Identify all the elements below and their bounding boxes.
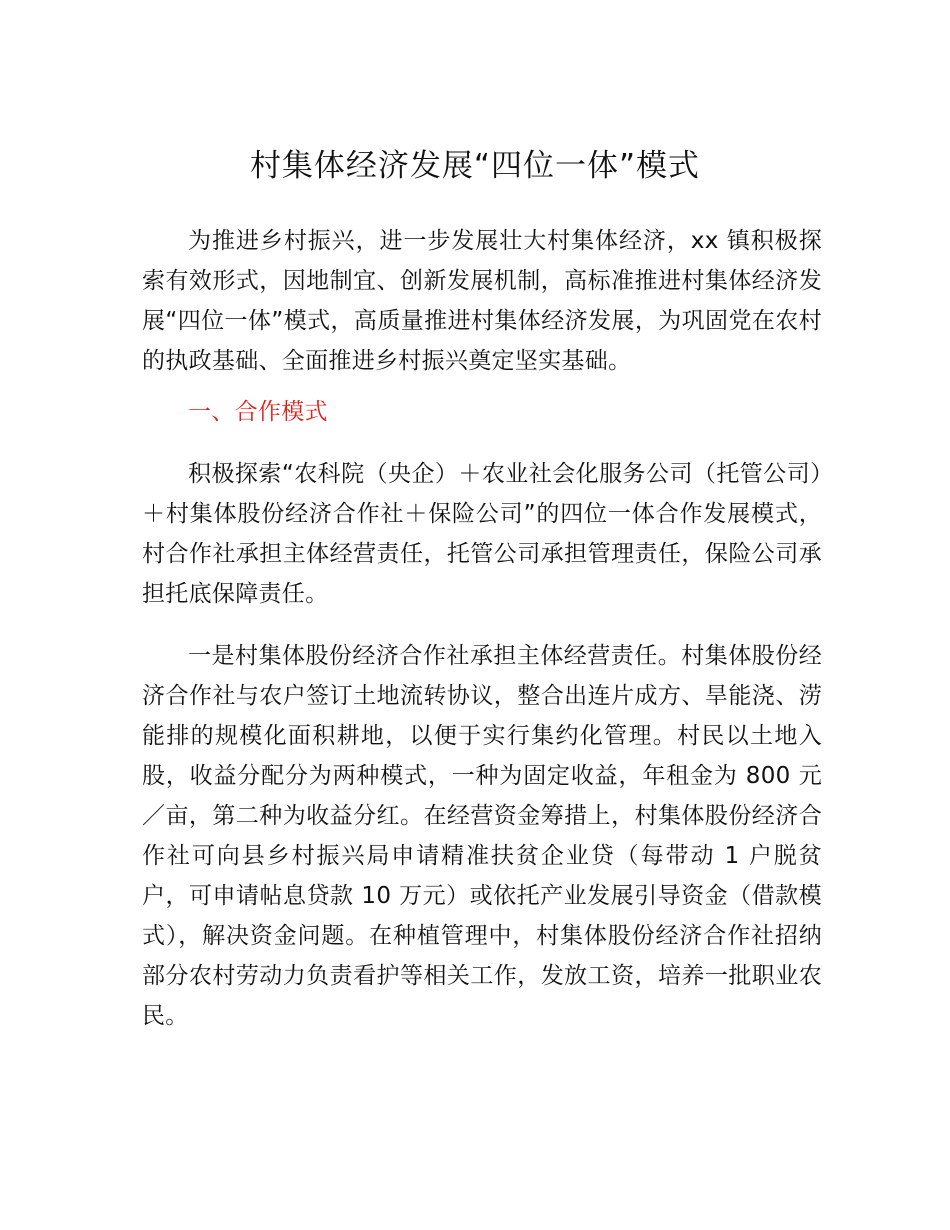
cooperation-model-paragraph: 积极探索“农科院（央企）＋农业社会化服务公司（托管公司）＋村集体股份经济合作社＋保险公司”的四位一体合作发展模式，村合作社承担主体经营责任，托管公司承担管理责任，保险公司承担托底保障责任。 — [142, 461, 822, 607]
spacer — [142, 432, 822, 454]
section-heading-cooperation-model: 一、合作模式 — [188, 399, 328, 425]
spacer — [142, 381, 822, 392]
spacer — [142, 614, 822, 636]
page-title: 村集体经济发展“四位一体”模式 — [249, 148, 701, 184]
document-body — [142, 221, 822, 1036]
intro-paragraph: 为推进乡村振兴，进一步发展壮大村集体经济，xx 镇积极探索有效形式，因地制宜、创新发展机制，高标准推进村集体经济发展“四位一体”模式，高质量推进村集体经济发展，为巩固党在农村的执政基础、全面推进乡村振兴奠定坚实基础。 — [142, 228, 822, 374]
operation-responsibility-paragraph: 一是村集体股份经济合作社承担主体经营责任。村集体股份经济合作社与农户签订土地流转协议，整合出连片成方、旱能浇、涝能排的规模化面积耕地，以便于实行集约化管理。村民以土地入股，收益分配分为两种模式，一种为固定收益，年租金为 800 元／亩，第二种为收益分红。在经营资金筹措上，村集体股份经济合作社可向县乡村振兴局申请精准扶贫企业贷（每带动 1 户脱贫户，可申请帖息贷款 10 万元）或依托产业发展引导资金（借款模式），解决资金问题。在种植管理中，村集体股份经济合作社招纳部分农村劳动力负责看护等相关工作，发放工资，培养一批职业农民。 — [142, 643, 822, 1029]
